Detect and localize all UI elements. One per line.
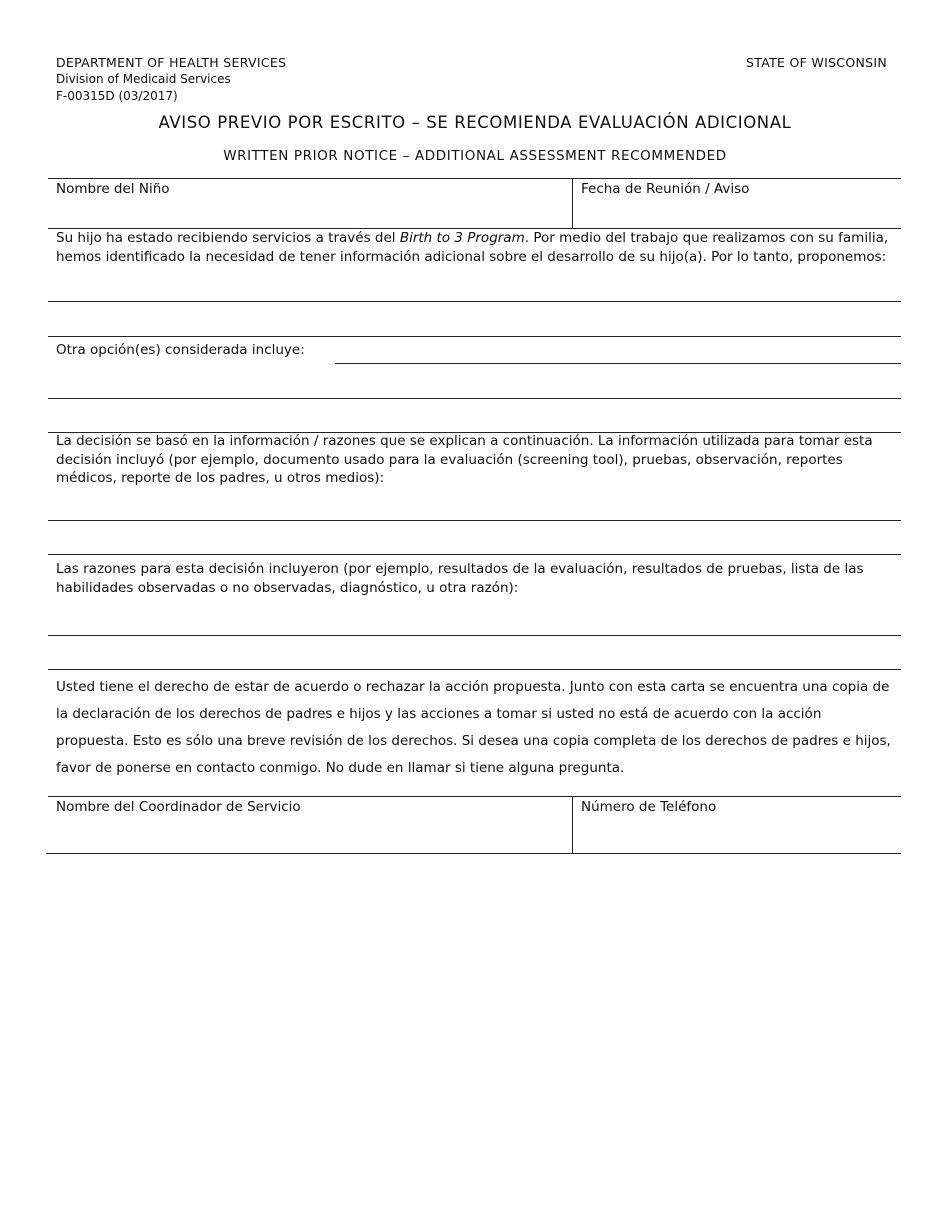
divider (48, 336, 901, 337)
form-id: F-00315D (03/2017) (56, 89, 178, 103)
page-title: AVISO PREVIO POR ESCRITO – SE RECOMIENDA EVALUACIÓN ADICIONAL (158, 113, 792, 132)
meeting-date-label: Fecha de Reunión / Aviso (581, 181, 750, 197)
other-options-field-continued[interactable] (48, 365, 901, 397)
decision-info-paragraph: La decisión se basó en la información / razones que se explican a continuación. La información utilizada para tomar esta decisión incluyó (por ejemplo, documento usado para la evaluación (screening tool), pruebas, observación, reportes médicos, reporte de los padres, u otros medios): (56, 433, 873, 486)
department-name: DEPARTMENT OF HEALTH SERVICES (56, 55, 287, 70)
divider (48, 178, 901, 179)
child-name-label: Nombre del Niño (56, 181, 170, 197)
phone-number-field[interactable] (581, 818, 893, 850)
intro-text: Su hijo ha estado recibiendo servicios a través del (56, 230, 400, 246)
meeting-date-field[interactable] (581, 200, 893, 226)
proposal-field[interactable] (48, 270, 901, 334)
divider (46, 853, 901, 854)
phone-number-label: Número de Teléfono (581, 799, 717, 815)
decision-info-field[interactable] (48, 490, 901, 552)
intro-paragraph (56, 229, 904, 266)
divider (572, 178, 573, 228)
divider (48, 796, 901, 797)
divider (48, 398, 901, 399)
divider (48, 669, 901, 670)
divider (572, 796, 573, 853)
rights-paragraph: Usted tiene el derecho de estar de acuerdo o rechazar la acción propuesta. Junto con esta carta se encuentra una copia de la declaración de los derechos de padres e hijos y las acciones a tomar si usted no está de acuerdo con la acción propuesta. Esto es sólo una breve revisión de los derechos. Si desea una copia completa de los derechos de padres e hijos, favor de ponerse en contacto conmigo. No dude en llamar si tiene alguna pregunta. (56, 679, 891, 776)
child-name-field[interactable] (56, 200, 564, 226)
other-options-label: Otra opción(es) considerada incluye: (56, 342, 305, 358)
intro-text-continued: . Por medio del trabajo que realizamos con su familia, hemos identificado la necesidad de tener información adicional sobre el desarrollo de su hijo(a). Por lo tanto, proponemos: (56, 230, 889, 265)
page-subtitle: WRITTEN PRIOR NOTICE – ADDITIONAL ASSESSMENT RECOMMENDED (223, 148, 727, 164)
coordinator-name-field[interactable] (56, 818, 564, 850)
state-name: STATE OF WISCONSIN (746, 55, 887, 70)
reasons-field[interactable] (48, 600, 901, 668)
divider (48, 554, 901, 555)
other-options-field[interactable] (335, 338, 901, 362)
divider (48, 301, 901, 302)
reasons-paragraph: Las razones para esta decisión incluyeron (por ejemplo, resultados de la evaluación, resultados de pruebas, lista de las habilidades observadas o no observadas, diagnóstico, u otra razón): (56, 561, 864, 596)
coordinator-name-label: Nombre del Coordinador de Servicio (56, 799, 301, 815)
program-name: Birth to 3 Program (399, 230, 525, 246)
division-name: Division of Medicaid Services (56, 72, 231, 86)
divider (48, 635, 901, 636)
divider (48, 520, 901, 521)
other-options-line (335, 363, 901, 364)
